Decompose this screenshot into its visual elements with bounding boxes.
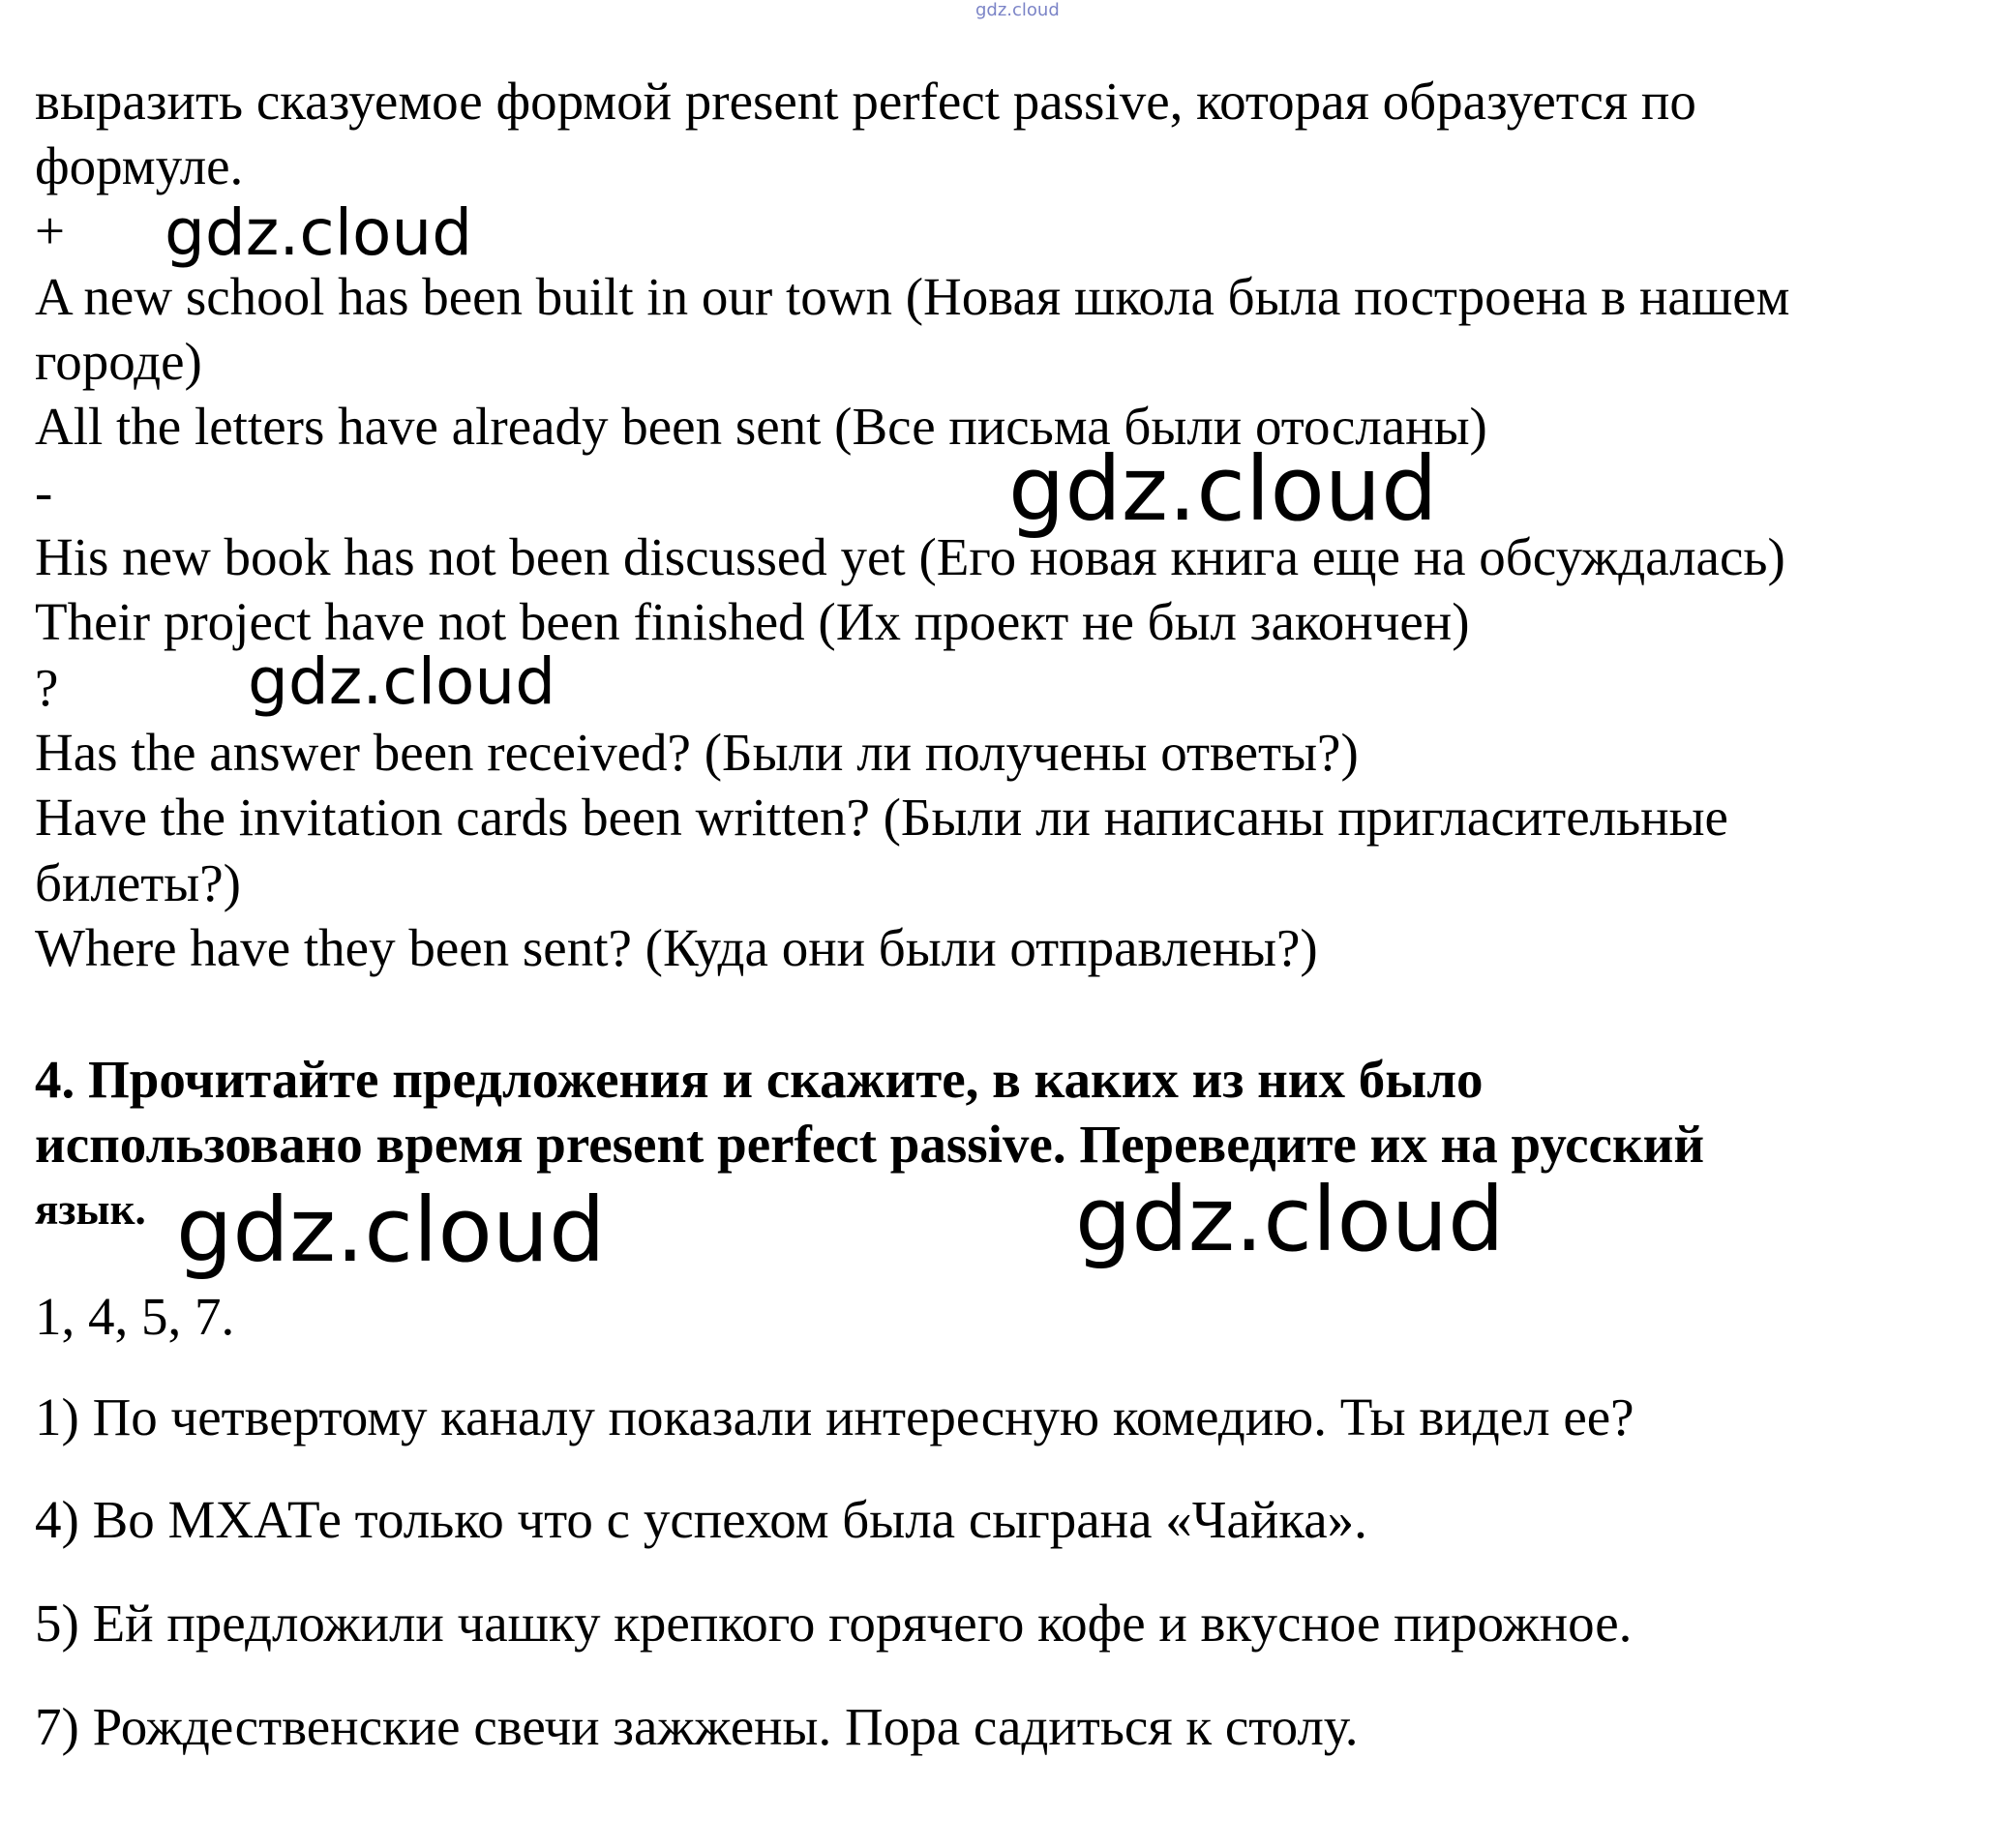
watermark-text: gdz.cloud	[165, 195, 473, 270]
affirmative-sign: +	[35, 201, 66, 260]
task4-heading-line-1: 4. Прочитайте предложения и скажите, в каких из них было	[35, 1050, 1484, 1109]
negative-example-2: Their project have not been finished (Их проект не был закончен)	[35, 592, 1470, 651]
task4-item: 7) Рождественские свечи зажжены. Пора садиться к столу.	[35, 1697, 1359, 1756]
watermark-text: gdz.cloud	[248, 644, 556, 719]
affirmative-example-2: All the letters have already been sent (Все письма были отосланы)	[35, 397, 1487, 456]
header-watermark: gdz.cloud	[975, 0, 1060, 20]
question-example-2-line-2: билеты?)	[35, 853, 241, 912]
watermark-text: gdz.cloud	[1075, 1168, 1505, 1271]
affirmative-example-1-line-2: городе)	[35, 332, 202, 391]
task4-heading-line-3: язык.	[35, 1185, 146, 1234]
question-example-3: Where have they been sent? (Куда они были отправлены?)	[35, 918, 1318, 977]
intro-line-1: выразить сказуемое формой present perfect passive, которая образуется по	[35, 72, 1696, 131]
task4-item: 5) Ей предложили чашку крепкого горячего кофе и вкусное пирожное.	[35, 1594, 1633, 1653]
question-sign: ?	[35, 658, 59, 717]
negative-example-1: His new book has not been discussed yet (Его новая книга еще на обсуждалась)	[35, 527, 1785, 586]
affirmative-example-1-line-1: A new school has been built in our town (Новая школа была построена в нашем	[35, 267, 1790, 326]
task4-item: 4) Во МХАТе только что с успехом была сыграна «Чайка».	[35, 1490, 1367, 1549]
task4-item: 1) По четвертому каналу показали интересную комедию. Ты видел ее?	[35, 1387, 1634, 1446]
question-example-2-line-1: Have the invitation cards been written? (Были ли написаны пригласительные	[35, 788, 1728, 847]
task4-answer: 1, 4, 5, 7.	[35, 1287, 235, 1346]
task4-heading-line-2: использовано время present perfect passive. Переведите их на русский	[35, 1115, 1705, 1174]
negative-sign: -	[35, 462, 53, 522]
intro-line-2: формуле.	[35, 136, 244, 195]
watermark-text: gdz.cloud	[176, 1178, 606, 1282]
question-example-1: Has the answer been received? (Были ли получены ответы?)	[35, 723, 1359, 782]
watermark-text: gdz.cloud	[1008, 437, 1438, 541]
